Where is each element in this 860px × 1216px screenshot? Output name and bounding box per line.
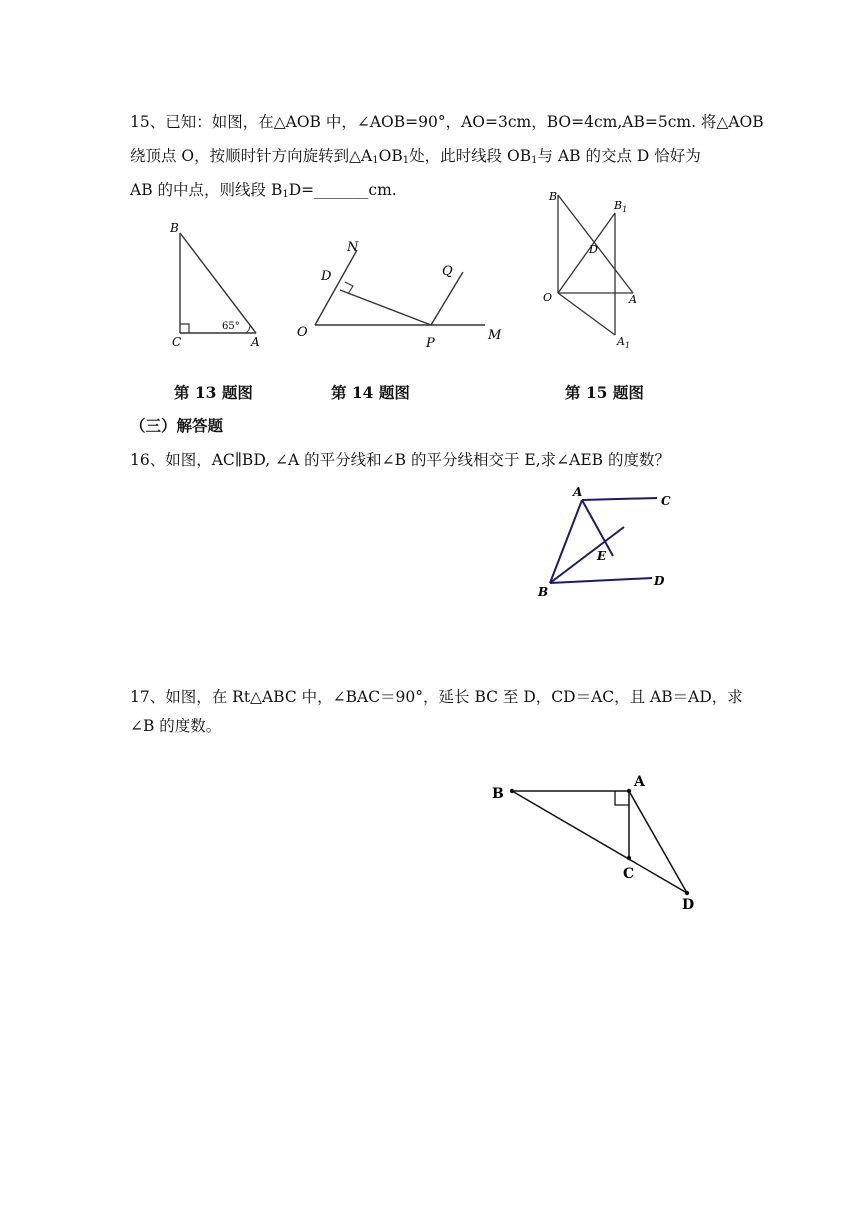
caption-figure-13: 第 13 题图 bbox=[174, 383, 253, 402]
fig13-label-a: A bbox=[251, 335, 260, 349]
fig15-segment-oa1 bbox=[558, 293, 615, 335]
fig13-label-b: B bbox=[170, 221, 179, 235]
fig14-label-m: M bbox=[488, 328, 502, 343]
q15-line-3: AB 的中点，则线段 $B_1D=\_\_\_\_\_\_\_cm$. bbox=[130, 181, 397, 200]
fig14-segment-dp bbox=[340, 290, 431, 325]
fig17-point-c bbox=[627, 856, 631, 860]
fig17-label-b: B bbox=[492, 786, 504, 802]
fig15-label-d: D bbox=[589, 243, 598, 256]
fig17-segment-bd bbox=[512, 791, 687, 893]
fig15-label-a1: $A_1$ bbox=[617, 335, 631, 350]
q17-line-2: ∠B 的度数。 bbox=[130, 717, 222, 735]
fig14-ray-pq bbox=[431, 272, 463, 325]
fig13-side-ba bbox=[180, 233, 256, 333]
figure-13 bbox=[160, 215, 280, 355]
caption-figure-14: 第 14 题图 bbox=[331, 383, 410, 402]
fig13-label-c: C bbox=[172, 335, 182, 349]
fig15-label-b: B bbox=[549, 190, 558, 203]
fig16-label-e: E bbox=[597, 549, 607, 563]
fig17-label-d: D bbox=[682, 897, 695, 913]
fig14-label-n: N bbox=[347, 240, 359, 255]
figure-15 bbox=[540, 185, 660, 355]
caption-figure-15: 第 15 题图 bbox=[565, 383, 644, 402]
fig16-line-bd bbox=[550, 578, 652, 583]
fig16-line-ac bbox=[582, 498, 657, 500]
fig17-segment-ad bbox=[629, 791, 687, 893]
fig16-label-a: A bbox=[573, 485, 583, 499]
q16-text: 16、如图，AC∥BD, ∠A 的平分线和∠B 的平分线相交于 E,求∠AEB 的度数？ bbox=[130, 451, 670, 469]
fig15-label-o: O bbox=[543, 291, 553, 304]
fig16-label-d: D bbox=[654, 574, 665, 588]
fig17-point-d bbox=[685, 891, 689, 895]
section-heading-solutions: （三）解答题 bbox=[130, 416, 224, 435]
fig16-label-c: C bbox=[661, 494, 671, 508]
fig17-point-b bbox=[510, 789, 514, 793]
fig14-label-o: O bbox=[297, 325, 308, 340]
fig14-label-p: P bbox=[426, 336, 435, 351]
fig16-label-b: B bbox=[538, 585, 549, 599]
fig13-angle-label: 65° bbox=[222, 321, 240, 332]
figure-17 bbox=[485, 765, 710, 920]
q15-line-1: 15、已知：如图，在△AOB 中，∠AOB=90°，AO=3cm，BO=4cm,AB=5cm. 将△AOB bbox=[130, 113, 764, 131]
fig17-point-a bbox=[627, 789, 631, 793]
fig15-label-b1: $B_1$ bbox=[614, 199, 628, 214]
fig13-angle-arc bbox=[246, 325, 250, 333]
q17-line-1: 17、如图，在 Rt△ABC 中，∠BAC＝90°，延长 BC 至 D，CD＝AC，且 AB＝AD，求 bbox=[130, 688, 743, 706]
fig14-label-d: D bbox=[321, 269, 332, 284]
fig17-label-c: C bbox=[623, 866, 635, 882]
fig17-label-a: A bbox=[634, 774, 645, 790]
figure-14 bbox=[290, 235, 515, 360]
fig15-label-a: A bbox=[629, 293, 637, 306]
fig15-segment-ob1 bbox=[558, 213, 615, 293]
fig17-right-angle-mark bbox=[615, 791, 629, 805]
figure-16 bbox=[530, 480, 680, 605]
fig14-ray-on bbox=[315, 250, 357, 325]
q15-line-2: 绕顶点 O，按顺时针方向旋转到$\triangle A_1OB_1$处，此时线段 $OB_1$与 AB 的交点 D 恰好为 bbox=[130, 147, 701, 166]
fig14-label-q: Q bbox=[442, 264, 453, 279]
fig13-right-angle-mark bbox=[180, 324, 189, 333]
